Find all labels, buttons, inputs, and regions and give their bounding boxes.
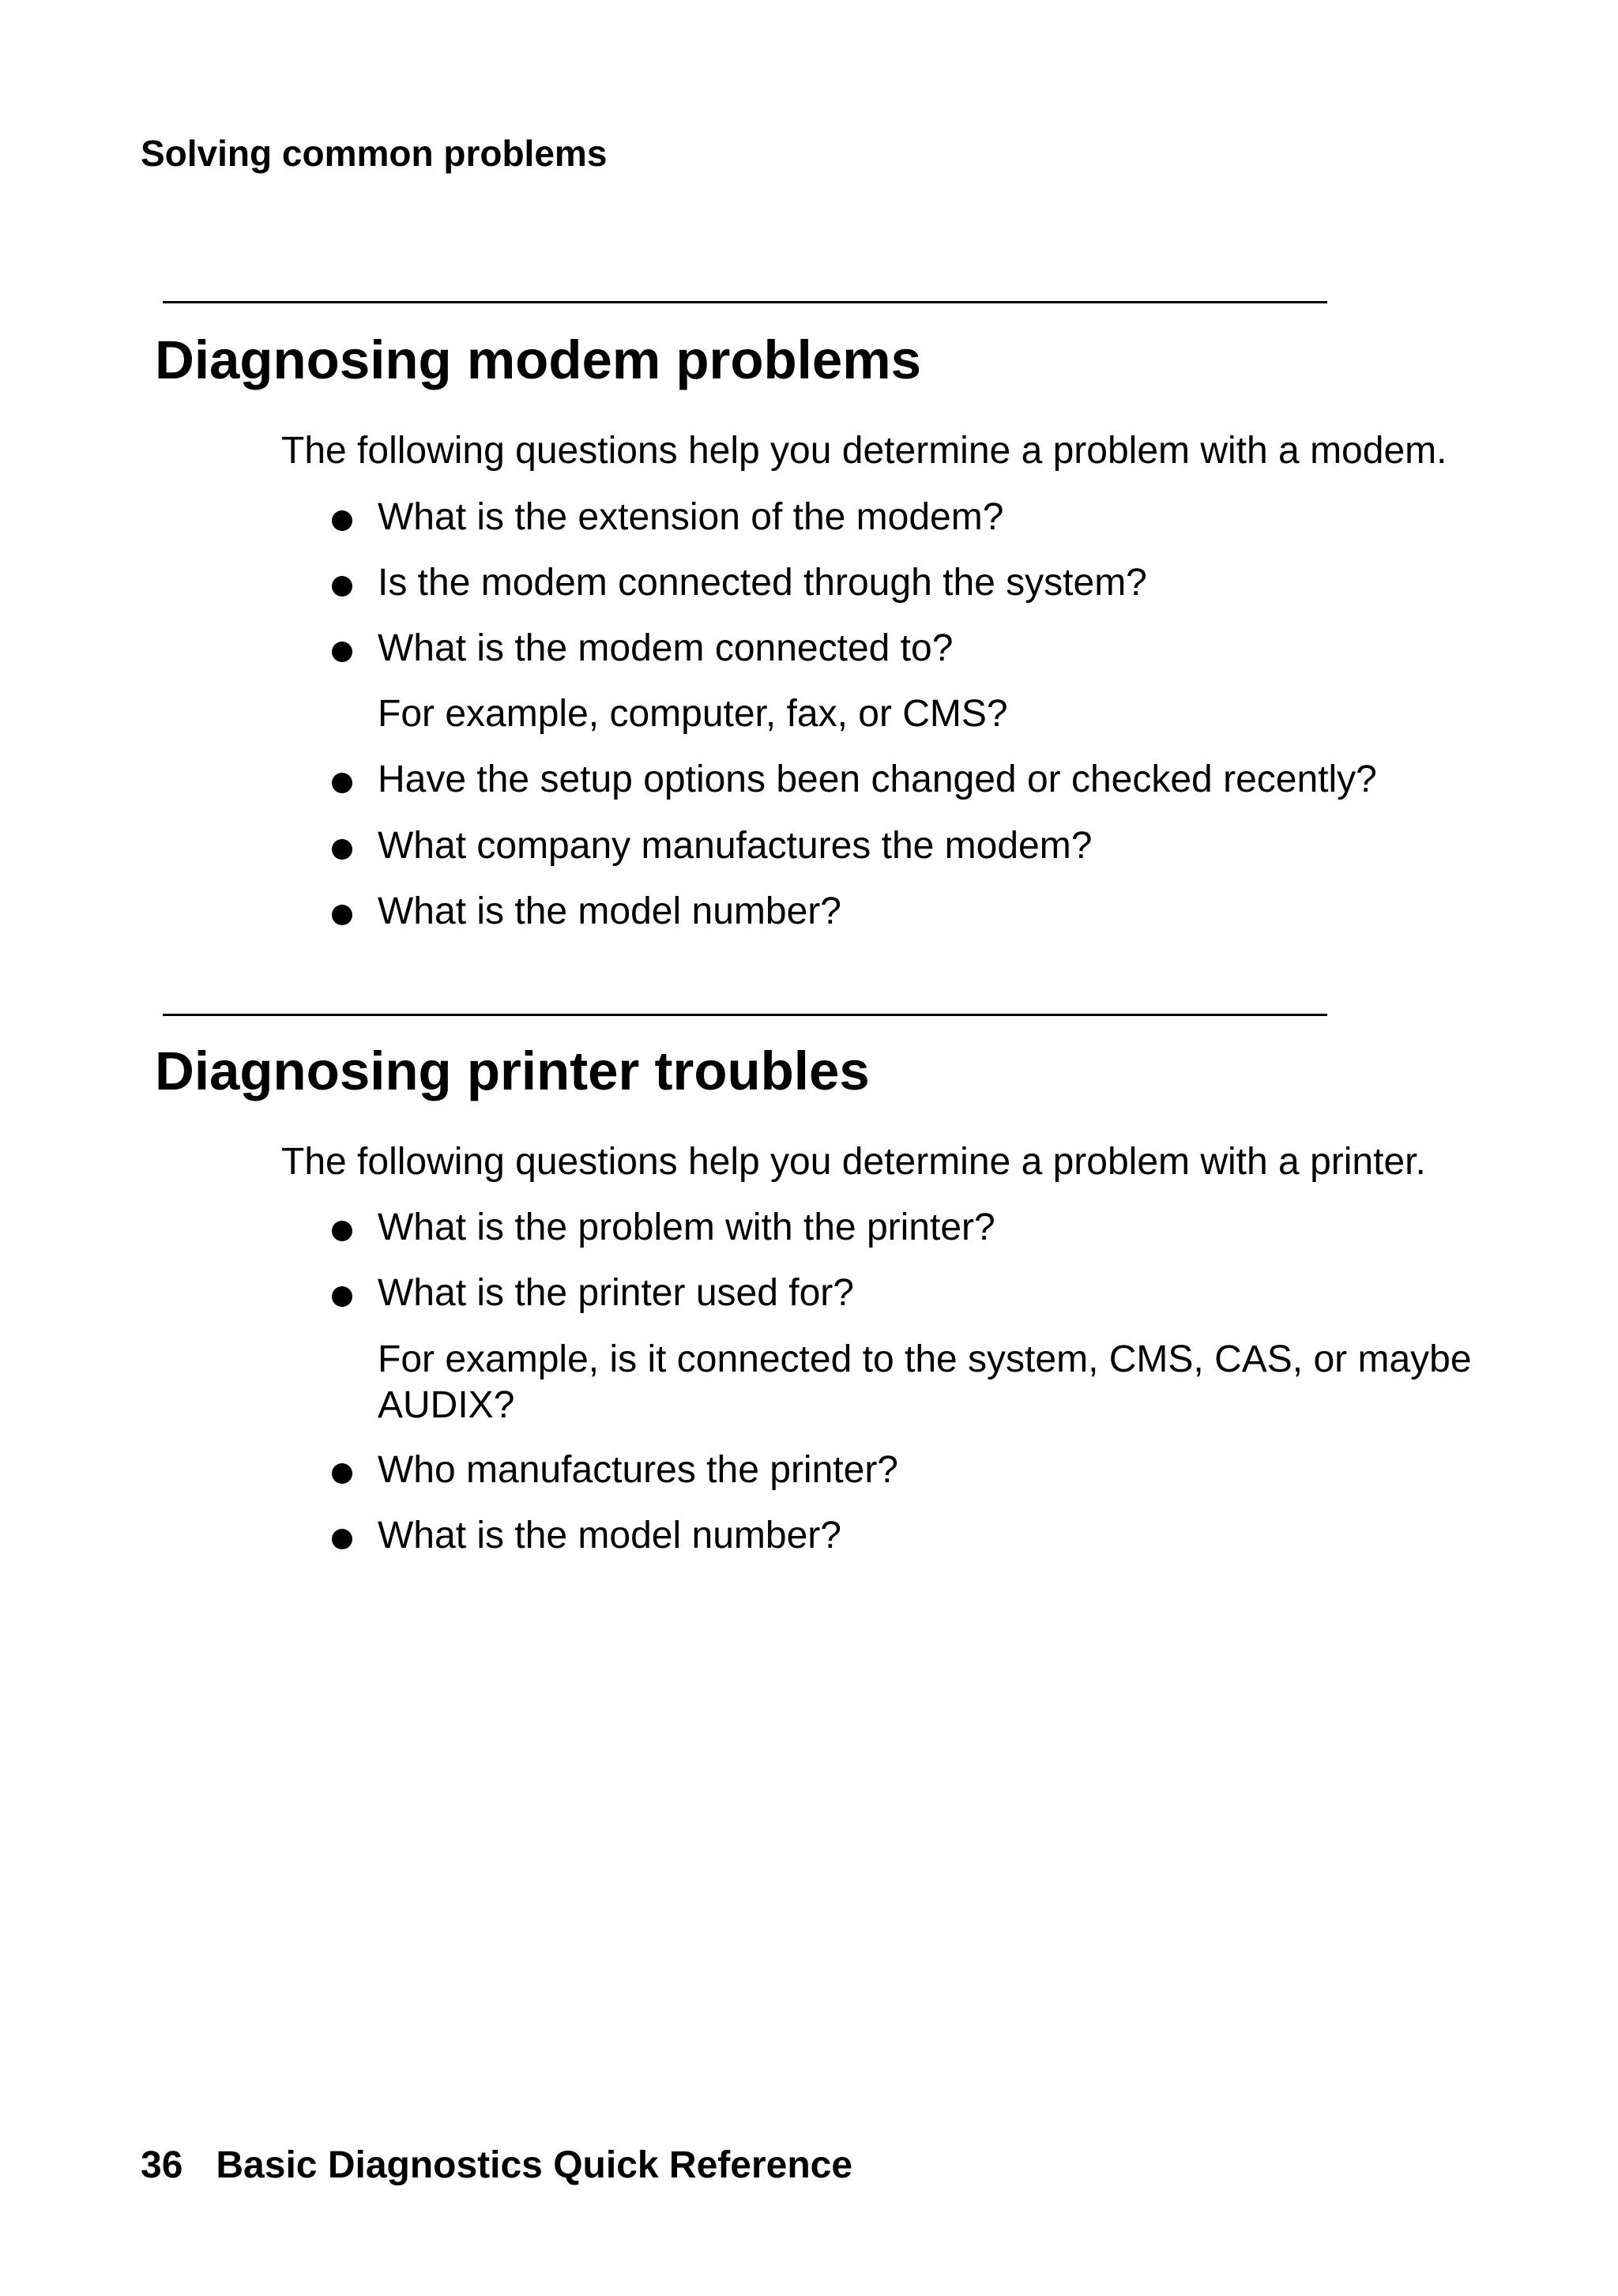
section-divider bbox=[163, 1014, 1327, 1016]
list-item-note: For example, is it connected to the system, CMS, CAS, or maybe AUDIX? bbox=[378, 1338, 1472, 1426]
bullet-icon bbox=[332, 576, 352, 597]
list-item-note: For example, computer, fax, or CMS? bbox=[378, 693, 1008, 735]
list-item-text: What is the model number? bbox=[378, 890, 841, 932]
bullet-icon bbox=[332, 510, 352, 531]
list-item-text: What is the extension of the modem? bbox=[378, 496, 1004, 538]
page-footer bbox=[141, 2143, 852, 2189]
footer-doc-title: Basic Diagnostics Quick Reference bbox=[216, 2144, 853, 2186]
section-intro-printer: The following questions help you determine a problem with a printer. bbox=[281, 1141, 1426, 1183]
bullet-icon bbox=[332, 1221, 352, 1241]
section-intro-modem: The following questions help you determine a problem with a modem. bbox=[281, 430, 1447, 472]
list-item-text: Have the setup options been changed or checked recently? bbox=[378, 758, 1377, 800]
list-item-text: What is the model number? bbox=[378, 1515, 841, 1556]
section-title-printer: Diagnosing printer troubles bbox=[155, 1041, 870, 1101]
list-item-text: What is the modem connected to? bbox=[378, 627, 954, 669]
list-item-text: Is the modem connected through the system? bbox=[378, 562, 1147, 604]
list-item-text: What is the problem with the printer? bbox=[378, 1206, 995, 1248]
section-title-modem: Diagnosing modem problems bbox=[155, 329, 921, 390]
list-item-text: What company manufactures the modem? bbox=[378, 825, 1093, 867]
bullet-icon bbox=[332, 773, 352, 793]
list-item-text: Who manufactures the printer? bbox=[378, 1449, 898, 1491]
list-item-text: What is the printer used for? bbox=[378, 1272, 854, 1314]
bullet-icon bbox=[332, 905, 352, 925]
bullet-icon bbox=[332, 1529, 352, 1549]
bullet-icon bbox=[332, 1463, 352, 1484]
section-divider bbox=[163, 301, 1327, 303]
page-number: 36 bbox=[141, 2144, 183, 2186]
running-header: Solving common problems bbox=[141, 133, 608, 174]
bullet-icon bbox=[332, 839, 352, 860]
bullet-icon bbox=[332, 642, 352, 662]
bullet-icon bbox=[332, 1286, 352, 1307]
